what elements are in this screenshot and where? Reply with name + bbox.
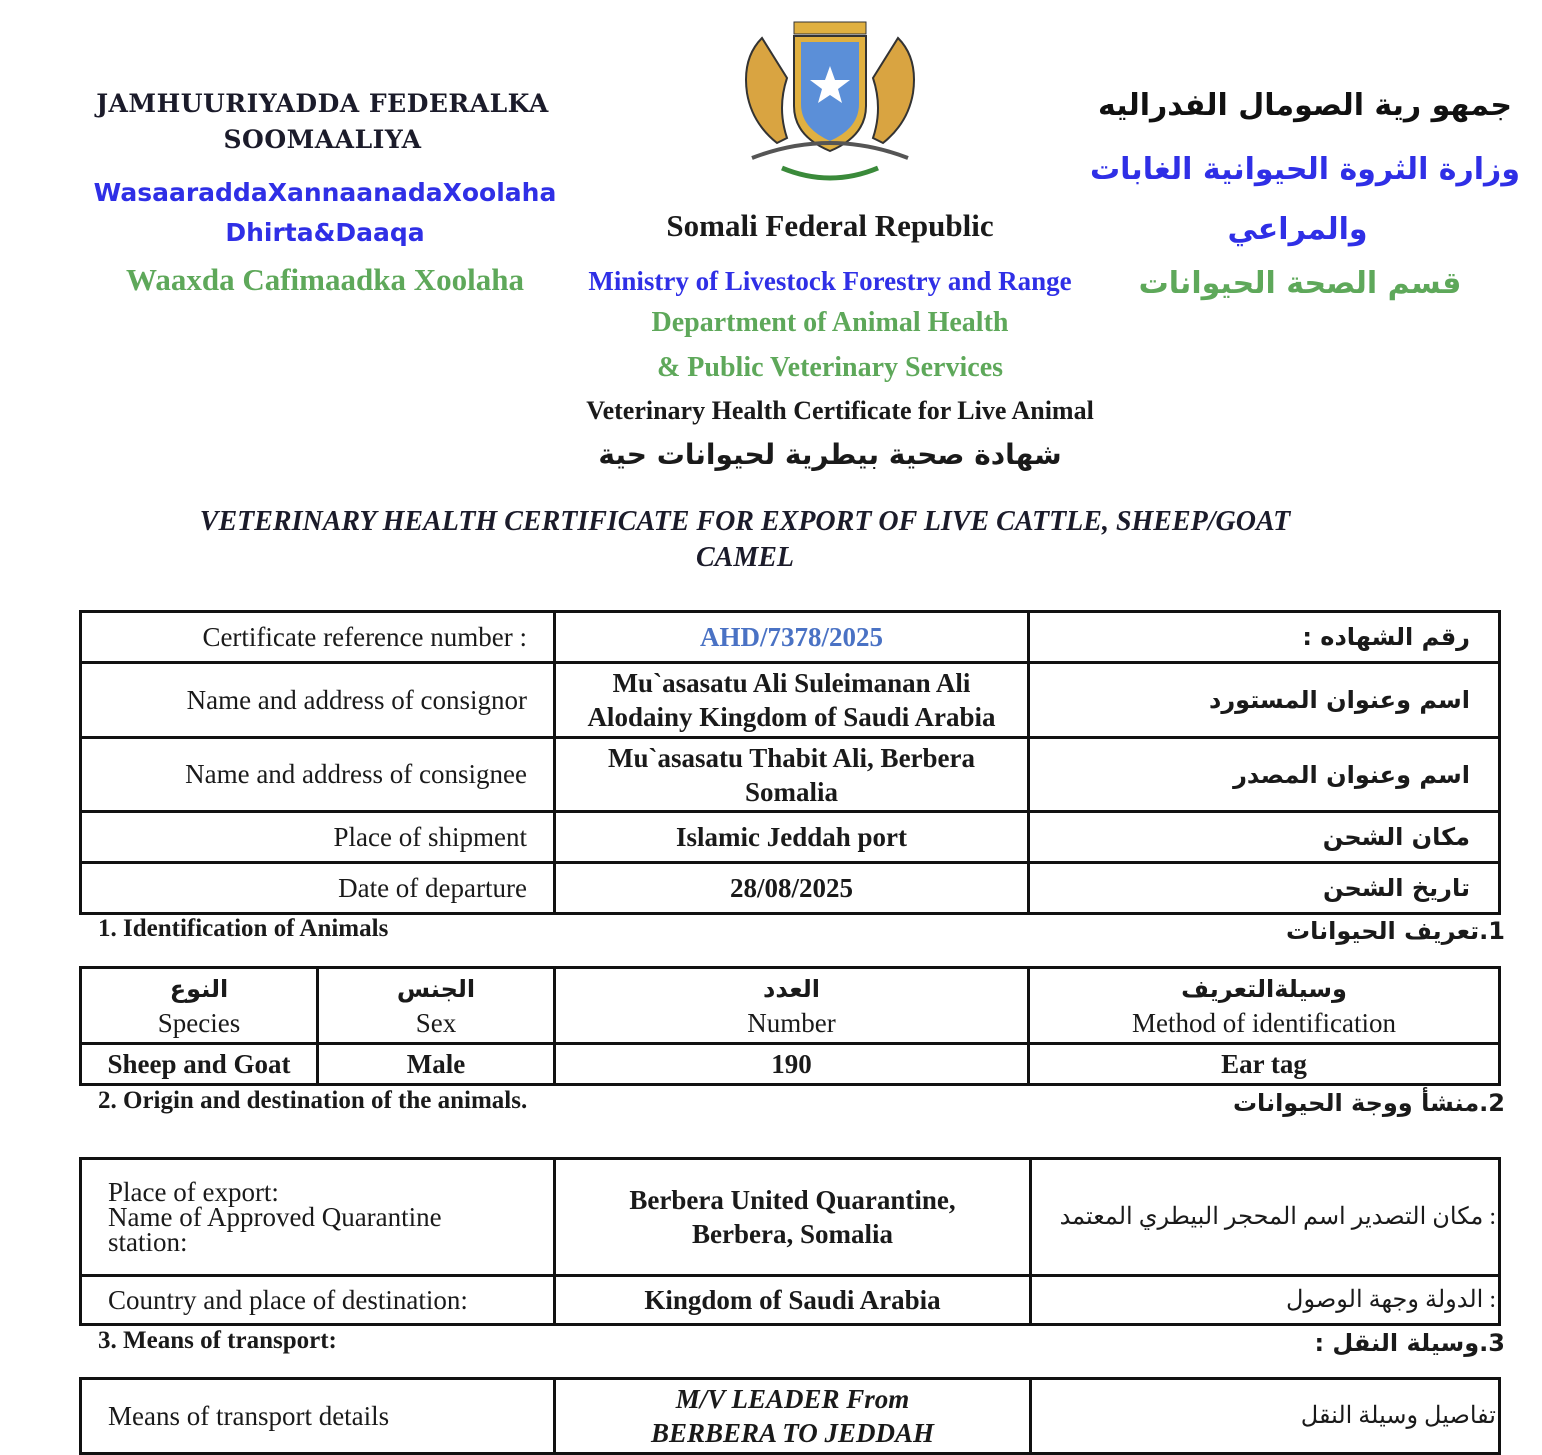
destination-value: Kingdom of Saudi Arabia xyxy=(555,1276,1031,1325)
table-row xyxy=(81,812,1500,863)
arabic-republic-title: جمهو رية الصومال الفدراليه xyxy=(1098,88,1512,123)
place-of-shipment-value: Islamic Jeddah port xyxy=(555,812,1029,863)
value-line: M/V LEADER From xyxy=(675,1384,910,1414)
species-value: Sheep and Goat xyxy=(81,1044,318,1085)
row-label-arabic: رقم الشهاده : xyxy=(1029,612,1500,663)
row-label-arabic: مكان الشحن xyxy=(1029,812,1500,863)
transport-label: Means of transport details xyxy=(81,1379,555,1454)
section2-title: 2. Origin and destination of the animals. xyxy=(98,1087,528,1114)
english-department-line2: & Public Veterinary Services xyxy=(656,352,1004,383)
value-line: Berbera United Quarantine, xyxy=(629,1185,956,1215)
table-row xyxy=(81,1379,1500,1454)
row-label-arabic: تاريخ الشحن xyxy=(1029,863,1500,914)
english-republic-title: Somali Federal Republic xyxy=(666,208,994,243)
section3-title-arabic: 3.وسيلة النقل : xyxy=(1314,1329,1505,1357)
label-line: Place of export: xyxy=(108,1176,279,1207)
value-line: Berbera, Somalia xyxy=(692,1219,893,1249)
consignee-value: Mu`asasatu Thabit Ali, Berbera Somalia xyxy=(555,738,1029,812)
general-info-table xyxy=(79,610,1501,915)
transport-table xyxy=(79,1377,1501,1455)
header-species xyxy=(81,968,318,1044)
header-en: Sex xyxy=(415,1007,457,1038)
transport-value xyxy=(555,1379,1031,1454)
destination-label: Country and place of destination: xyxy=(81,1276,555,1325)
identification-method-value: Ear tag xyxy=(1029,1044,1500,1085)
row-label-arabic: اسم وعنوان المصدر xyxy=(1029,738,1500,812)
row-label: Place of shipment xyxy=(81,812,555,863)
consignor-value: Mu`asasatu Ali Suleimanan Ali Alodainy Kingdom of Saudi Arabia xyxy=(555,663,1029,738)
arabic-department: قسم الصحة الحيوانات xyxy=(1138,266,1462,301)
row-label: Certificate reference number : xyxy=(81,612,555,663)
english-ministry: Ministry of Livestock Forestry and Range xyxy=(588,266,1072,296)
row-label: Date of departure xyxy=(81,863,555,914)
origin-destination-table xyxy=(79,1157,1501,1326)
table-row xyxy=(81,612,1500,663)
somali-department: Waaxda Cafimaadka Xoolaha xyxy=(126,262,524,297)
header-ar: النوع xyxy=(169,974,229,1003)
row-label: Name and address of consignee xyxy=(81,738,555,812)
document-title-line2: CAMEL xyxy=(695,542,795,573)
certificate-subtitle: Veterinary Health Certificate for Live Animal xyxy=(586,396,1094,425)
section1-title-arabic: 1.تعريف الحيوانات xyxy=(1285,917,1505,945)
value-line: BERBERA TO JEDDAH xyxy=(650,1418,935,1448)
table-row xyxy=(81,663,1500,738)
date-of-departure-value: 28/08/2025 xyxy=(555,863,1029,914)
header-en: Species xyxy=(157,1007,241,1038)
header-ar: وسيلةالتعريف xyxy=(1181,974,1347,1003)
english-department-line1: Department of Animal Health xyxy=(651,307,1009,338)
table-header-row xyxy=(81,968,1500,1044)
table-row xyxy=(81,1276,1500,1325)
number-value: 190 xyxy=(555,1044,1029,1085)
document-title-line1: VETERINARY HEALTH CERTIFICATE FOR EXPORT OF LIVE CATTLE, SHEEP/GOAT xyxy=(199,506,1291,537)
header-en: Method of identification xyxy=(1132,1007,1396,1038)
somalia-coat-of-arms-emblem xyxy=(722,18,938,186)
arabic-ministry-line2: والمراعي xyxy=(1227,212,1368,247)
somali-title-line1: JAMHUURIYADDA FEDERALKA xyxy=(96,89,549,118)
table-row xyxy=(81,863,1500,914)
document-title xyxy=(100,504,1390,576)
header-number xyxy=(555,968,1029,1044)
destination-label-arabic: الدولة وجهة الوصول : xyxy=(1031,1276,1500,1325)
section1-title: 1. Identification of Animals xyxy=(98,915,389,942)
somali-republic-title xyxy=(80,86,565,158)
section2-title-arabic: 2.منشأ ووجة الحيوانات xyxy=(1232,1089,1505,1117)
export-value xyxy=(555,1159,1031,1276)
export-label xyxy=(81,1159,555,1276)
table-row xyxy=(81,1044,1500,1085)
transport-label-arabic: تفاصيل وسيلة النقل xyxy=(1031,1379,1500,1454)
row-label-arabic: اسم وعنوان المستورد xyxy=(1029,663,1500,738)
somali-ministry-line2: Dhirta&Daaqa xyxy=(225,218,425,247)
somali-title-line2: SOOMAALIYA xyxy=(223,125,422,154)
header-ar: الجنس xyxy=(396,974,476,1003)
section3-title: 3. Means of transport: xyxy=(98,1327,337,1354)
row-label: Name and address of consignor xyxy=(81,663,555,738)
table-row xyxy=(81,1159,1500,1276)
sex-value: Male xyxy=(318,1044,555,1085)
label-line: Name of Approved Quarantine xyxy=(108,1201,442,1232)
certificate-subtitle-arabic: شهادة صحية بيطرية لحيوانات حية xyxy=(598,438,1062,471)
arabic-ministry-line1: وزارة الثروة الحيوانية الغابات xyxy=(1090,152,1520,187)
header-ar: العدد xyxy=(763,974,820,1003)
animal-identification-table xyxy=(79,966,1501,1086)
header-en: Number xyxy=(747,1007,836,1038)
somali-ministry-line1: WasaaraddaXannaanadaXoolaha xyxy=(93,178,557,207)
somali-ministry xyxy=(80,173,570,253)
header-method xyxy=(1029,968,1500,1044)
certificate-reference-number: AHD/7378/2025 xyxy=(555,612,1029,663)
label-line: station: xyxy=(108,1226,188,1257)
export-label-arabic: مكان التصدير اسم المحجر البيطري المعتمد : xyxy=(1031,1159,1500,1276)
header-sex xyxy=(318,968,555,1044)
table-row xyxy=(81,738,1500,812)
